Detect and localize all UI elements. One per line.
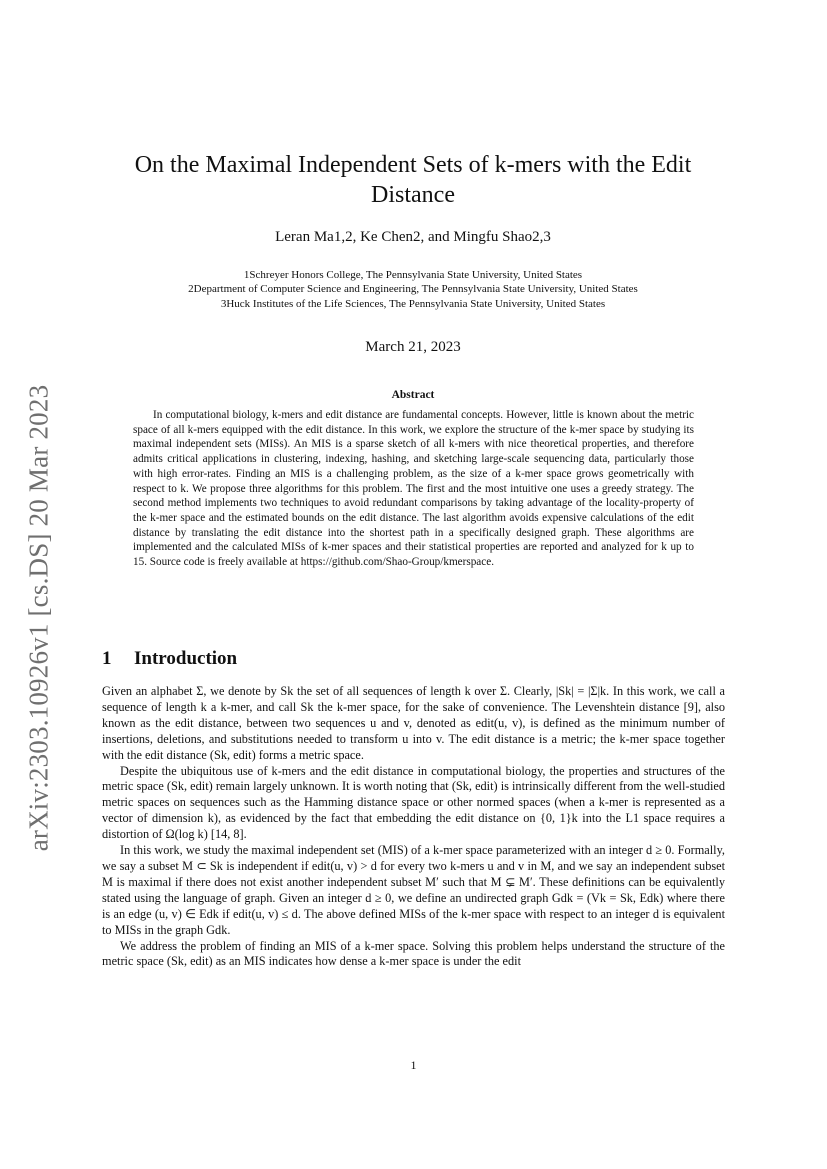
paragraph: In this work, we study the maximal independent set (MIS) of a k-mer space parameterized with an integer d ≥ 0. Formally, we say a subset M ⊂ Sk is independent if edit(u, v) > d for every two k-mers u and v in M, and we say an independent subset M is maximal if there does not exist another independent subset M′ such that M ⊊ M′. These definitions can be equivalently stated using the language of graph. Given an integer d ≥ 0, we define an undirected graph Gdk = (Vk = Sk, Edk) where there is an edge (u, v) ∈ Edk if edit(u, v) ≤ d. The above defined MISs of the k-mer space with respect to an integer d is equivalent to MISs in the graph Gdk.: [102, 843, 725, 937]
section-number: 1: [102, 648, 112, 669]
section-title: Introduction: [134, 648, 238, 669]
paragraph: Given an alphabet Σ, we denote by Sk the set of all sequences of length k over Σ. Clearly, |Sk| = |Σ|k. In this work, we call a sequence of length k a k-mer, and call Sk the k-mer space, for the sake of convenience. The Levenshtein distance [9], also known as the edit distance, between two sequences u and v, denoted as edit(u, v), is defined as the minimum number of insertions, deletions, and substitutions needed to transform u into v. The edit distance is a metric; the k-mer space together with the edit distance (Sk, edit) forms a metric space.: [102, 684, 725, 762]
page-number: 1: [410, 1058, 417, 1072]
paper-date: March 21, 2023: [365, 339, 461, 355]
arxiv-id-text: arXiv:2303.10926v1 [cs.DS] 20 Mar 2023: [23, 384, 54, 852]
affiliation-1: 1Schreyer Honors College, The Pennsylvania State University, United States: [243, 269, 583, 281]
section-heading: [102, 648, 237, 670]
abstract-heading: Abstract: [391, 389, 435, 401]
paper-title: On the Maximal Independent Sets of k-mers with the Edit Distance: [134, 152, 692, 208]
paragraph: We address the problem of finding an MIS of a k-mer space. Solving this problem helps understand the structure of the metric space (Sk, edit) as an MIS indicates how dense a k-mer space is under the edit: [102, 938, 725, 969]
affiliation-2: 2Department of Computer Science and Engineering, The Pennsylvania State University, United States: [188, 283, 638, 296]
paragraph: Despite the ubiquitous use of k-mers and the edit distance in computational biology, the properties and structures of the metric space (Sk, edit) remain largely unknown. It is worth noting that (Sk, edit) is intrinsically different from the well-studied metric spaces on sequences such as the Hamming distance space or other normed spaces (when a k-mer is represented as a vector of dimension k), as evidenced by the fact that embedding the edit distance on {0, 1}k into the L1 space requires a distortion of Ω(log k) [14, 8].: [102, 763, 725, 842]
author-list: Leran Ma1,2, Ke Chen2, and Mingfu Shao2,3: [275, 229, 551, 245]
affiliation-3: 3Huck Institutes of the Life Sciences, The Pennsylvania State University, United States: [220, 297, 606, 310]
body-text: [102, 684, 725, 970]
affiliation-list: [100, 268, 726, 311]
arxiv-identifier-stamp: [22, 362, 56, 874]
abstract-text: In computational biology, k-mers and edit distance are fundamental concepts. However, little is known about the metric space of all k-mers equipped with the edit distance. In this work, we explore the structure of the k-mer space by studying its maximal independent sets (MISs). An MIS is a sparse sketch of all k-mers with nice theoretical properties, and therefore admits critical applications in clustering, indexing, hashing, and sketching large-scale sequencing data, particularly those with high error-rates. Finding an MIS is a challenging problem, as the size of a k-mer space grows geometrically with respect to k. We propose three algorithms for this problem. The first and the most intuitive one uses a greedy strategy. The second method implements two techniques to avoid redundant comparisons by taking advantage of the locality-property of the k-mer space and the estimated bounds on the edit distance. The last algorithm avoids expensive calculations of the edit distance by translating the edit distance into the shortest path in a specifically designed graph. These algorithms are implemented and the calculated MISs of k-mer spaces and their statistical properties are reported and analyzed for k up to 15. Source code is freely available at https://github.com/Shao-Group/kmerspace.: [133, 409, 694, 569]
